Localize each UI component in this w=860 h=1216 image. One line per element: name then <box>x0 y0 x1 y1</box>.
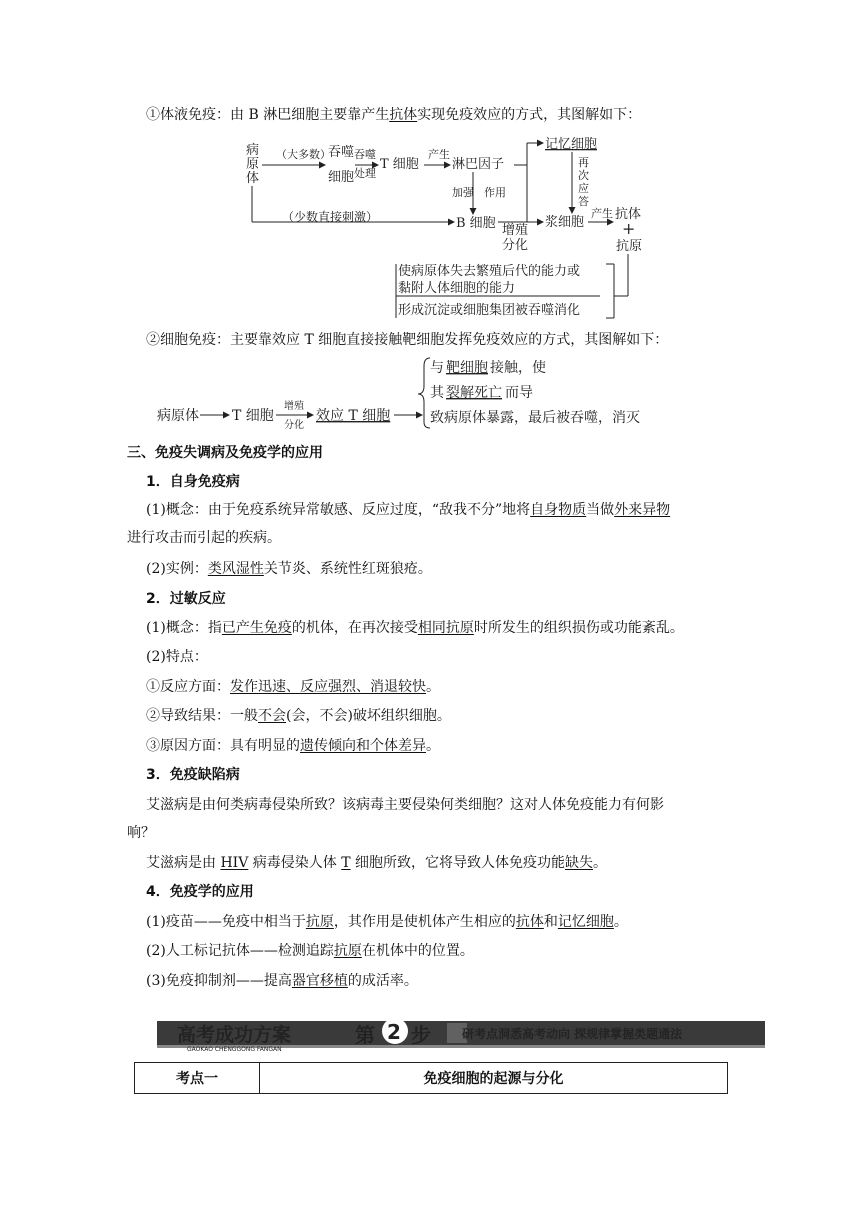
key-term: HIV <box>220 855 249 871</box>
antigen-label: 抗原 <box>616 239 643 254</box>
s3-title: 3．免疫缺陷病 <box>146 767 240 783</box>
s2-title: 2．过敏反应 <box>146 591 226 607</box>
again-char: 再 <box>578 156 589 169</box>
outcome-1a: 与 <box>430 360 444 376</box>
memory-label: 记忆细胞 <box>545 137 598 152</box>
result-3: 形成沉淀或细胞集团被吞噬消化 <box>398 303 581 318</box>
text: 。 <box>426 679 440 695</box>
key-term: 发作迅速、反应强烈、消退较快 <box>230 679 426 695</box>
banner-slogan: 研考点洞悉高考动向 探规律掌握类题通法 <box>462 1027 683 1041</box>
text: 和 <box>543 914 558 930</box>
produce-label: 产生 <box>428 148 450 161</box>
majority-label: （大多数） <box>276 148 331 161</box>
text: 在机体中的位置。 <box>361 943 474 959</box>
outcome-2a: 其 <box>430 385 444 401</box>
text: 关节炎、系统性红斑狼疮。 <box>263 561 432 577</box>
s1-concept-cont: 进行攻击而引起的疾病。 <box>127 530 281 546</box>
s2-feature-1 <box>146 677 440 697</box>
text: 。 <box>426 738 440 754</box>
key-term: 抗原 <box>333 943 362 959</box>
key-term: 缺失 <box>565 855 594 871</box>
minority-label: （少数直接刺激） <box>282 210 379 224</box>
key-term: 抗体 <box>389 107 418 123</box>
key-term: 自身物质 <box>530 502 587 518</box>
banner-di: 第 <box>355 1023 375 1047</box>
effect-label: 作用 <box>484 186 506 199</box>
key-term: 记忆细胞 <box>557 914 614 930</box>
produce2-label: 产生 <box>591 207 613 220</box>
pathogen-char: 病 <box>246 143 260 158</box>
text: ①体液免疫：由 B 淋巴细胞主要靠产生 <box>146 107 390 123</box>
key-term: 遗传倾向和个体差异 <box>300 738 426 754</box>
text: ③原因方面：具有明显的 <box>146 738 300 754</box>
banner-pinyin: GAOKAO CHENGGONG FANGAN <box>187 1046 282 1053</box>
s4-title: 4．免疫学的应用 <box>146 884 254 900</box>
text: ②导致结果：一般 <box>146 708 258 724</box>
s3-answer <box>146 853 607 873</box>
outcome-1u: 靶细胞 <box>446 360 488 376</box>
key-term: 抗原 <box>305 914 334 930</box>
s4-item-2 <box>146 941 474 961</box>
s2-feature-2 <box>146 706 451 726</box>
text: 实现免疫效应的方式，其图解如下： <box>417 107 642 123</box>
diff-label: 分化 <box>284 420 304 430</box>
key-term: 抗体 <box>515 914 544 930</box>
topic-number: 考点一 <box>135 1063 260 1093</box>
key-term: 相同抗原 <box>417 620 474 636</box>
again-char: 次 <box>578 169 589 182</box>
text: 的机体，在再次接受 <box>291 620 418 636</box>
key-term: 已产生免疫 <box>221 620 292 636</box>
text: 的成活率。 <box>347 973 418 989</box>
result-1: 使病原体失去繁殖后代的能力或 <box>398 264 581 279</box>
bcell-label: B 细胞 <box>456 216 496 231</box>
prolif-label: 增殖 <box>502 223 529 238</box>
s3-question: 艾滋病是由何类病毒侵染所致？该病毒主要侵染何类细胞？这对人体免疫能力有何影 <box>146 797 664 813</box>
topic-title: 免疫细胞的起源与分化 <box>423 1071 564 1087</box>
text: 。 <box>613 914 628 930</box>
prolif-label: 增殖 <box>284 401 304 412</box>
tcell-label: T 细胞 <box>380 157 419 172</box>
banner-bu: 步 <box>411 1023 431 1047</box>
s3-question-cont: 响？ <box>127 825 155 841</box>
pathogen-label: 病原体 <box>157 408 199 424</box>
outcome-1b: 接触，使 <box>490 360 546 376</box>
outcome-3: 致病原体暴露，最后被吞噬，消灭 <box>430 410 640 426</box>
diff-label: 分化 <box>502 238 529 253</box>
cellular-intro: ②细胞免疫：主要靠效应 T 细胞直接接触靶细胞发挥免疫效应的方式，其图解如下： <box>146 332 669 348</box>
humoral-diagram <box>0 0 860 330</box>
banner-title: 高考成功方案 <box>177 1024 292 1046</box>
pathogen-char: 原 <box>246 157 260 172</box>
text: ，其作用是使机体产生相应的 <box>333 914 516 930</box>
text: (1)疫苗——免疫中相当于 <box>146 914 306 930</box>
key-term: 不会 <box>258 708 286 724</box>
again-char: 答 <box>578 195 589 208</box>
s4-item-3 <box>146 971 418 991</box>
key-term: T <box>341 855 351 871</box>
tcell-label: T 细胞 <box>232 408 274 424</box>
key-term: 外来异物 <box>614 502 671 518</box>
lymphokine-label: 淋巴因子 <box>452 157 505 172</box>
phago-over-label: 吞噬 <box>354 148 376 161</box>
text: (2)实例： <box>146 561 208 577</box>
outcome-2b: 而导 <box>505 385 533 401</box>
cellular-diagram <box>0 350 860 430</box>
s2-concept <box>146 618 684 638</box>
text: 艾滋病是由 <box>146 855 221 871</box>
text: (1)概念：由于免疫系统异常敏感、反应过度，“敌我不分”地将 <box>146 502 531 518</box>
phago-label: 吞噬 <box>328 145 355 160</box>
process-label: 处理 <box>354 167 376 180</box>
text: (1)概念：指 <box>146 620 222 636</box>
text: 细胞所致，它将导致人体免疫功能 <box>350 855 566 871</box>
strengthen-label: 加强 <box>452 186 474 199</box>
topic-table <box>134 1062 728 1094</box>
banner-num: 2 <box>387 1020 401 1044</box>
key-term: 器官移植 <box>291 973 348 989</box>
s4-item-1 <box>146 912 628 932</box>
antibody-label: 抗体 <box>615 207 642 222</box>
text: (3)免疫抑制剂——提高 <box>146 973 292 989</box>
key-term: 类风湿性 <box>207 561 264 577</box>
text: 当做 <box>586 502 615 518</box>
s1-example <box>146 559 432 579</box>
text: 。 <box>593 855 608 871</box>
s1-concept <box>146 500 670 520</box>
section3-title: 三、免疫失调病及免疫学的应用 <box>127 445 323 461</box>
text: 时所发生的组织损伤或功能紊乱。 <box>473 620 684 636</box>
result-2: 黏附人体细胞的能力 <box>398 281 516 296</box>
s2-feature-3 <box>146 736 440 756</box>
text: (2)人工标记抗体——检测追踪 <box>146 943 334 959</box>
plus-sign: + <box>622 219 636 238</box>
text: (会，不会)破坏组织细胞。 <box>286 708 451 724</box>
s2-feature: (2)特点： <box>146 649 208 665</box>
plasma-label: 浆细胞 <box>545 215 585 230</box>
outcome-2u: 裂解死亡 <box>446 385 502 401</box>
phago-cell-label: 细胞 <box>328 170 355 185</box>
effector-tcell-label: 效应 T 细胞 <box>316 408 391 424</box>
again-char: 应 <box>578 182 589 195</box>
pathogen-char: 体 <box>246 171 260 186</box>
text: ①反应方面： <box>146 679 230 695</box>
section-banner <box>157 1017 765 1053</box>
text: 病毒侵染人体 <box>248 855 342 871</box>
s1-title: 1．自身免疫病 <box>146 474 240 490</box>
